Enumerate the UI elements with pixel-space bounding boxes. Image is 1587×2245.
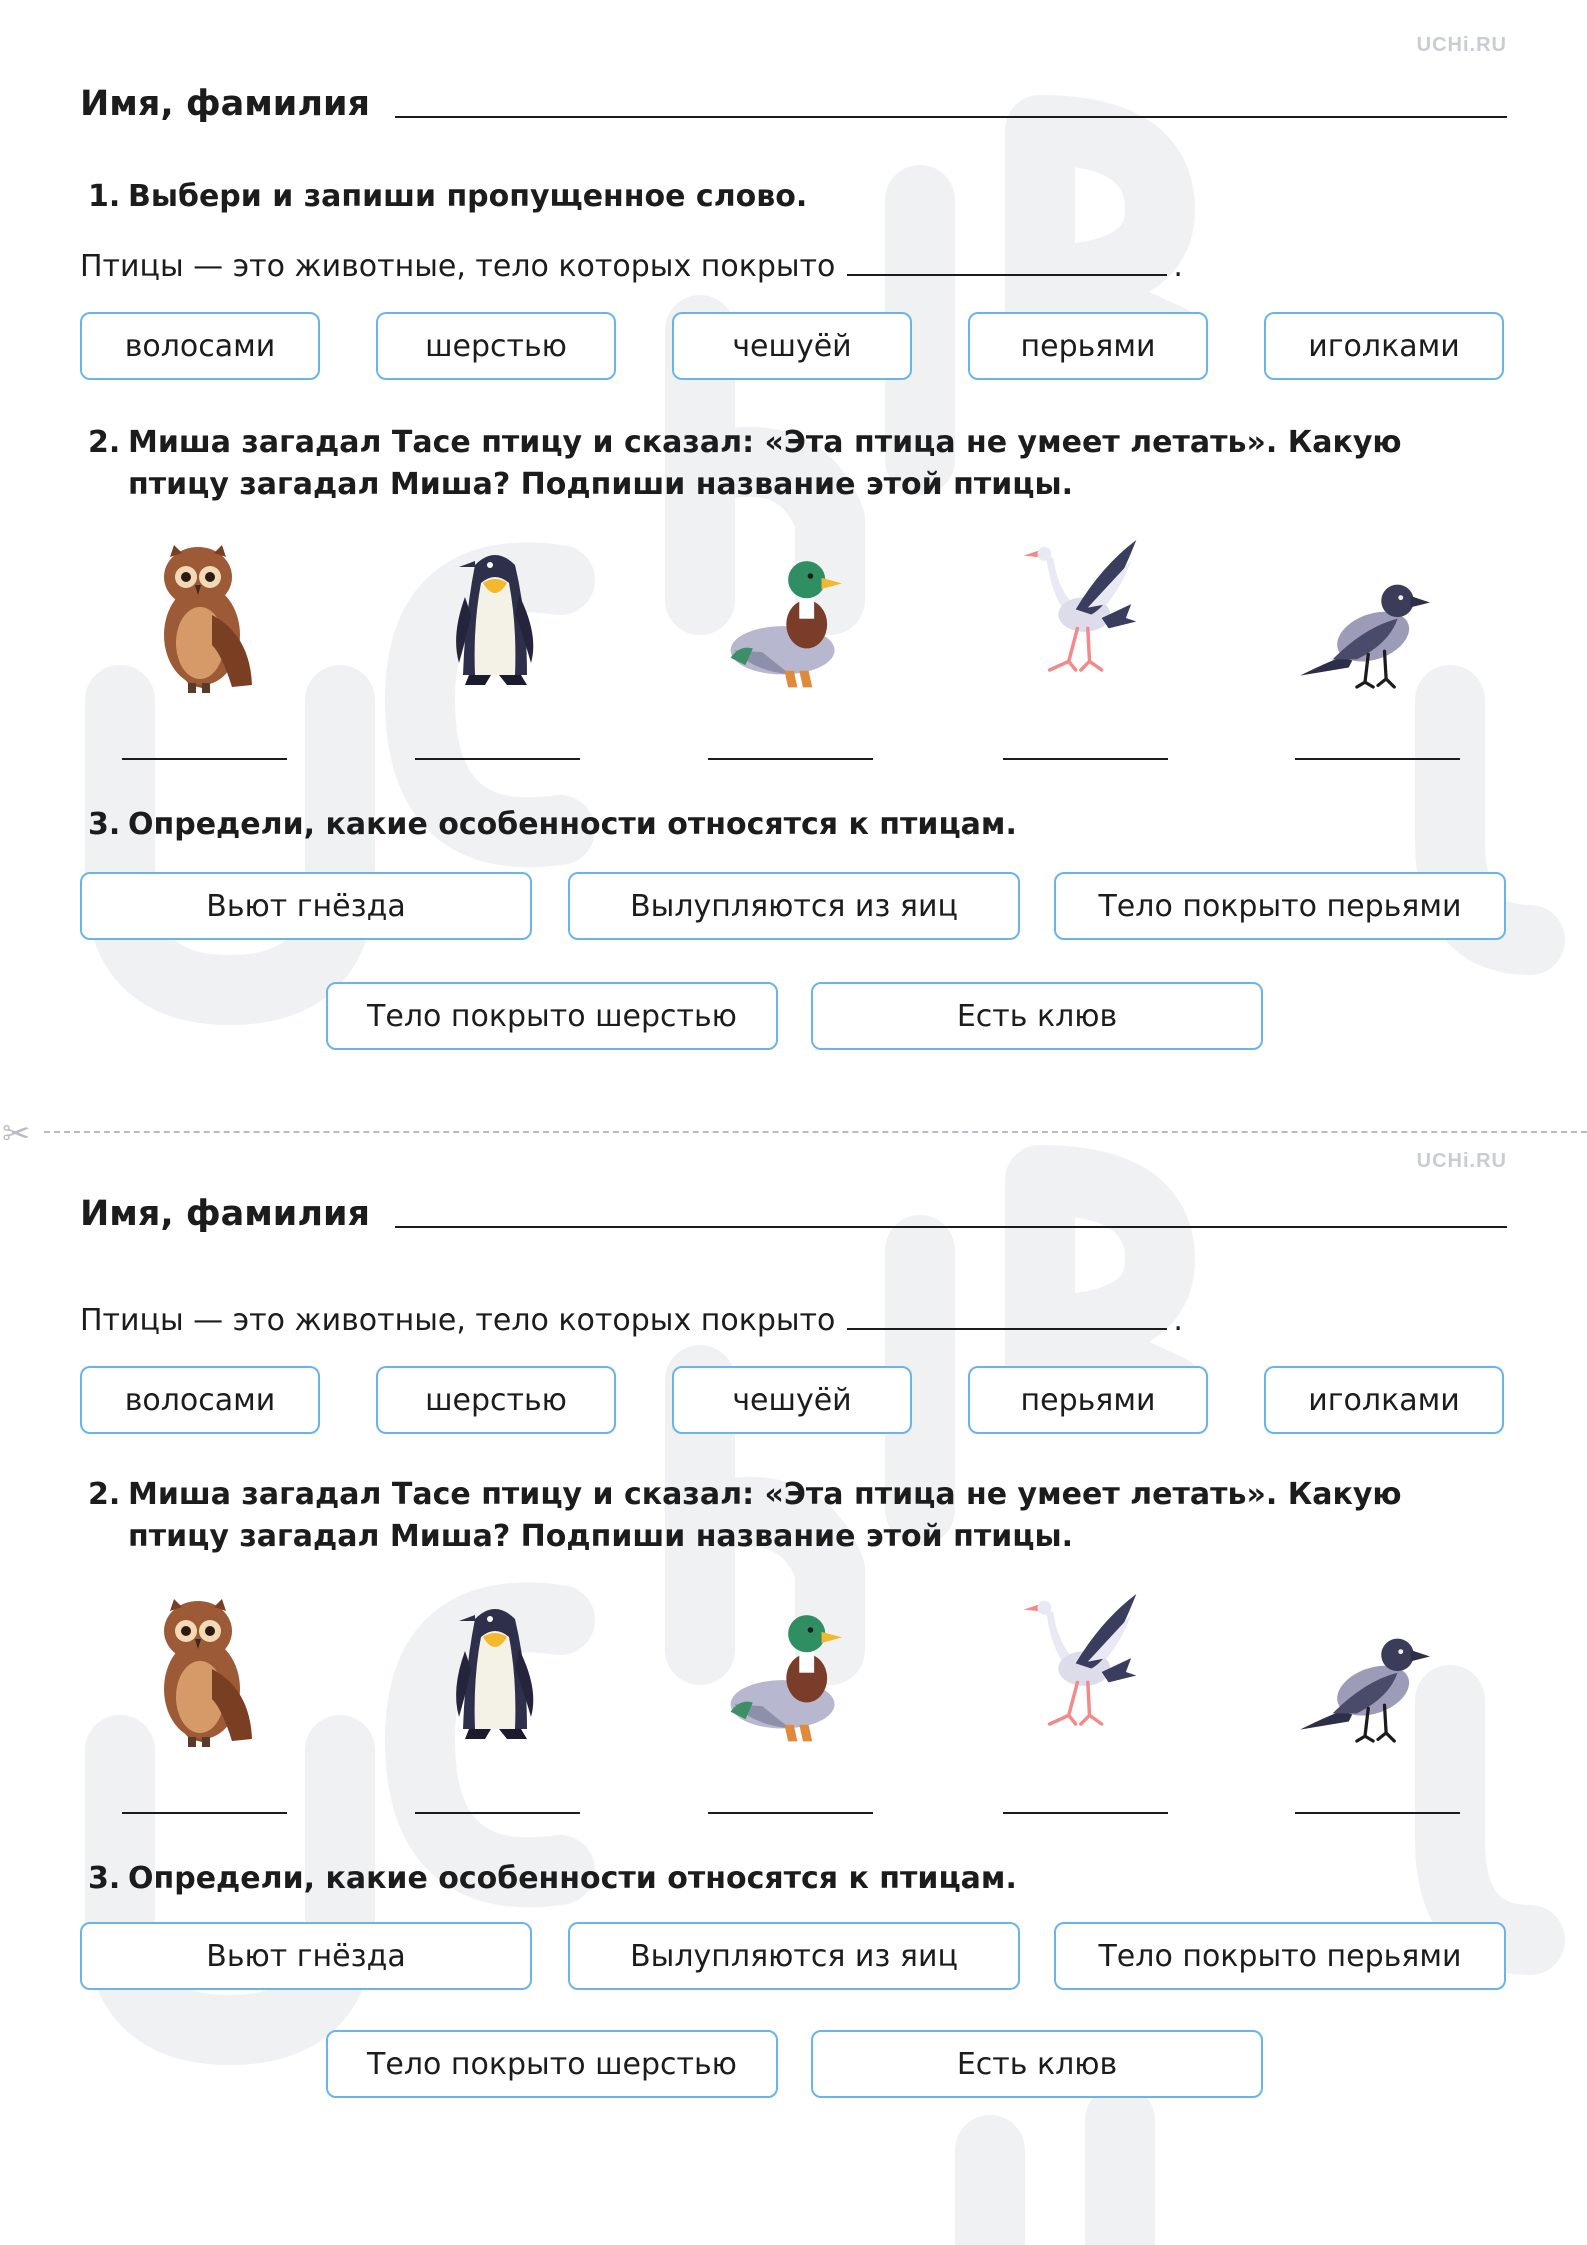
name-label: Имя, фамилия — [80, 1194, 370, 1234]
option-hatch-from-eggs[interactable]: Вылупляются из яиц — [568, 872, 1020, 940]
option-fur[interactable]: шерстью — [376, 312, 616, 380]
owl-icon — [140, 535, 270, 695]
option-scales[interactable]: чешуёй — [672, 1366, 912, 1434]
question-text: Определи, какие особенности относятся к птицам. — [128, 807, 1017, 842]
answer-line-2[interactable] — [415, 758, 580, 760]
answer-line-3[interactable] — [708, 1812, 873, 1814]
sentence-text: Птицы — это животные, тело которых покрыто — [80, 1303, 836, 1338]
question-3-title — [88, 1858, 1498, 1900]
penguin-icon — [435, 535, 565, 695]
option-covered-fur[interactable]: Тело покрыто шерстью — [326, 982, 778, 1050]
option-has-beak[interactable]: Есть клюв — [811, 982, 1263, 1050]
question-text: Миша загадал Тасе птицу и сказал: «Эта птица не умеет летать». Какую птицу загадал Миша? Подпиши название этой птицы. — [128, 1477, 1402, 1554]
heron-icon — [1015, 525, 1145, 685]
question-2-title — [88, 422, 1498, 506]
question-text: Миша загадал Тасе птицу и сказал: «Эта птица не умеет летать». Какую птицу загадал Миша? Подпиши название этой птицы. — [128, 425, 1402, 502]
question-2-title — [88, 1474, 1498, 1558]
option-has-beak[interactable]: Есть клюв — [811, 2030, 1263, 2098]
question-number: 1. — [88, 179, 121, 214]
option-feathers[interactable]: перьями — [968, 1366, 1208, 1434]
worksheet-section-2 — [0, 1120, 1587, 2240]
option-build-nests[interactable]: Вьют гнёзда — [80, 1922, 532, 1990]
name-label: Имя, фамилия — [80, 84, 370, 124]
duck-icon — [725, 1589, 855, 1749]
name-input-line[interactable] — [395, 1226, 1507, 1228]
owl-icon — [140, 1589, 270, 1749]
option-scales[interactable]: чешуёй — [672, 312, 912, 380]
crow-icon — [1300, 555, 1430, 715]
sentence-text: Птицы — это животные, тело которых покрыто — [80, 249, 836, 284]
sentence-blank[interactable] — [847, 246, 1167, 276]
answer-line-4[interactable] — [1003, 758, 1168, 760]
option-hair[interactable]: волосами — [80, 1366, 320, 1434]
penguin-icon — [435, 1589, 565, 1749]
sentence-end: . — [1173, 249, 1183, 284]
option-fur[interactable]: шерстью — [376, 1366, 616, 1434]
sentence-blank[interactable] — [847, 1300, 1167, 1330]
answer-line-2[interactable] — [415, 1812, 580, 1814]
answer-line-3[interactable] — [708, 758, 873, 760]
name-row — [80, 80, 1507, 130]
question-1-sentence — [80, 246, 1183, 284]
answer-line-5[interactable] — [1295, 758, 1460, 760]
question-number: 2. — [88, 1477, 121, 1512]
option-needles[interactable]: иголками — [1264, 312, 1504, 380]
brand-logo: UCHi.RU — [1416, 34, 1507, 56]
option-build-nests[interactable]: Вьют гнёзда — [80, 872, 532, 940]
name-row — [80, 1190, 1507, 1240]
option-feathers[interactable]: перьями — [968, 312, 1208, 380]
question-text: Определи, какие особенности относятся к птицам. — [128, 1861, 1017, 1896]
question-number: 2. — [88, 425, 121, 460]
option-hatch-from-eggs[interactable]: Вылупляются из яиц — [568, 1922, 1020, 1990]
option-hair[interactable]: волосами — [80, 312, 320, 380]
question-text: Выбери и запиши пропущенное слово. — [128, 179, 808, 214]
scissors-icon: ✂ — [2, 1114, 31, 1154]
answer-line-4[interactable] — [1003, 1812, 1168, 1814]
question-1-title — [88, 176, 1498, 218]
option-covered-fur[interactable]: Тело покрыто шерстью — [326, 2030, 778, 2098]
duck-icon — [725, 535, 855, 695]
name-input-line[interactable] — [395, 116, 1507, 118]
question-number: 3. — [88, 807, 121, 842]
worksheet-section-1 — [0, 0, 1587, 1120]
question-number: 3. — [88, 1861, 121, 1896]
answer-line-5[interactable] — [1295, 1812, 1460, 1814]
crow-icon — [1300, 1609, 1430, 1769]
sentence-end: . — [1173, 1303, 1183, 1338]
answer-line-1[interactable] — [122, 758, 287, 760]
brand-logo: UCHi.RU — [1416, 1150, 1507, 1172]
answer-line-1[interactable] — [122, 1812, 287, 1814]
question-3-title — [88, 804, 1498, 846]
heron-icon — [1015, 1579, 1145, 1739]
question-1-sentence — [80, 1300, 1183, 1338]
option-covered-feathers[interactable]: Тело покрыто перьями — [1054, 872, 1506, 940]
option-needles[interactable]: иголками — [1264, 1366, 1504, 1434]
option-covered-feathers[interactable]: Тело покрыто перьями — [1054, 1922, 1506, 1990]
